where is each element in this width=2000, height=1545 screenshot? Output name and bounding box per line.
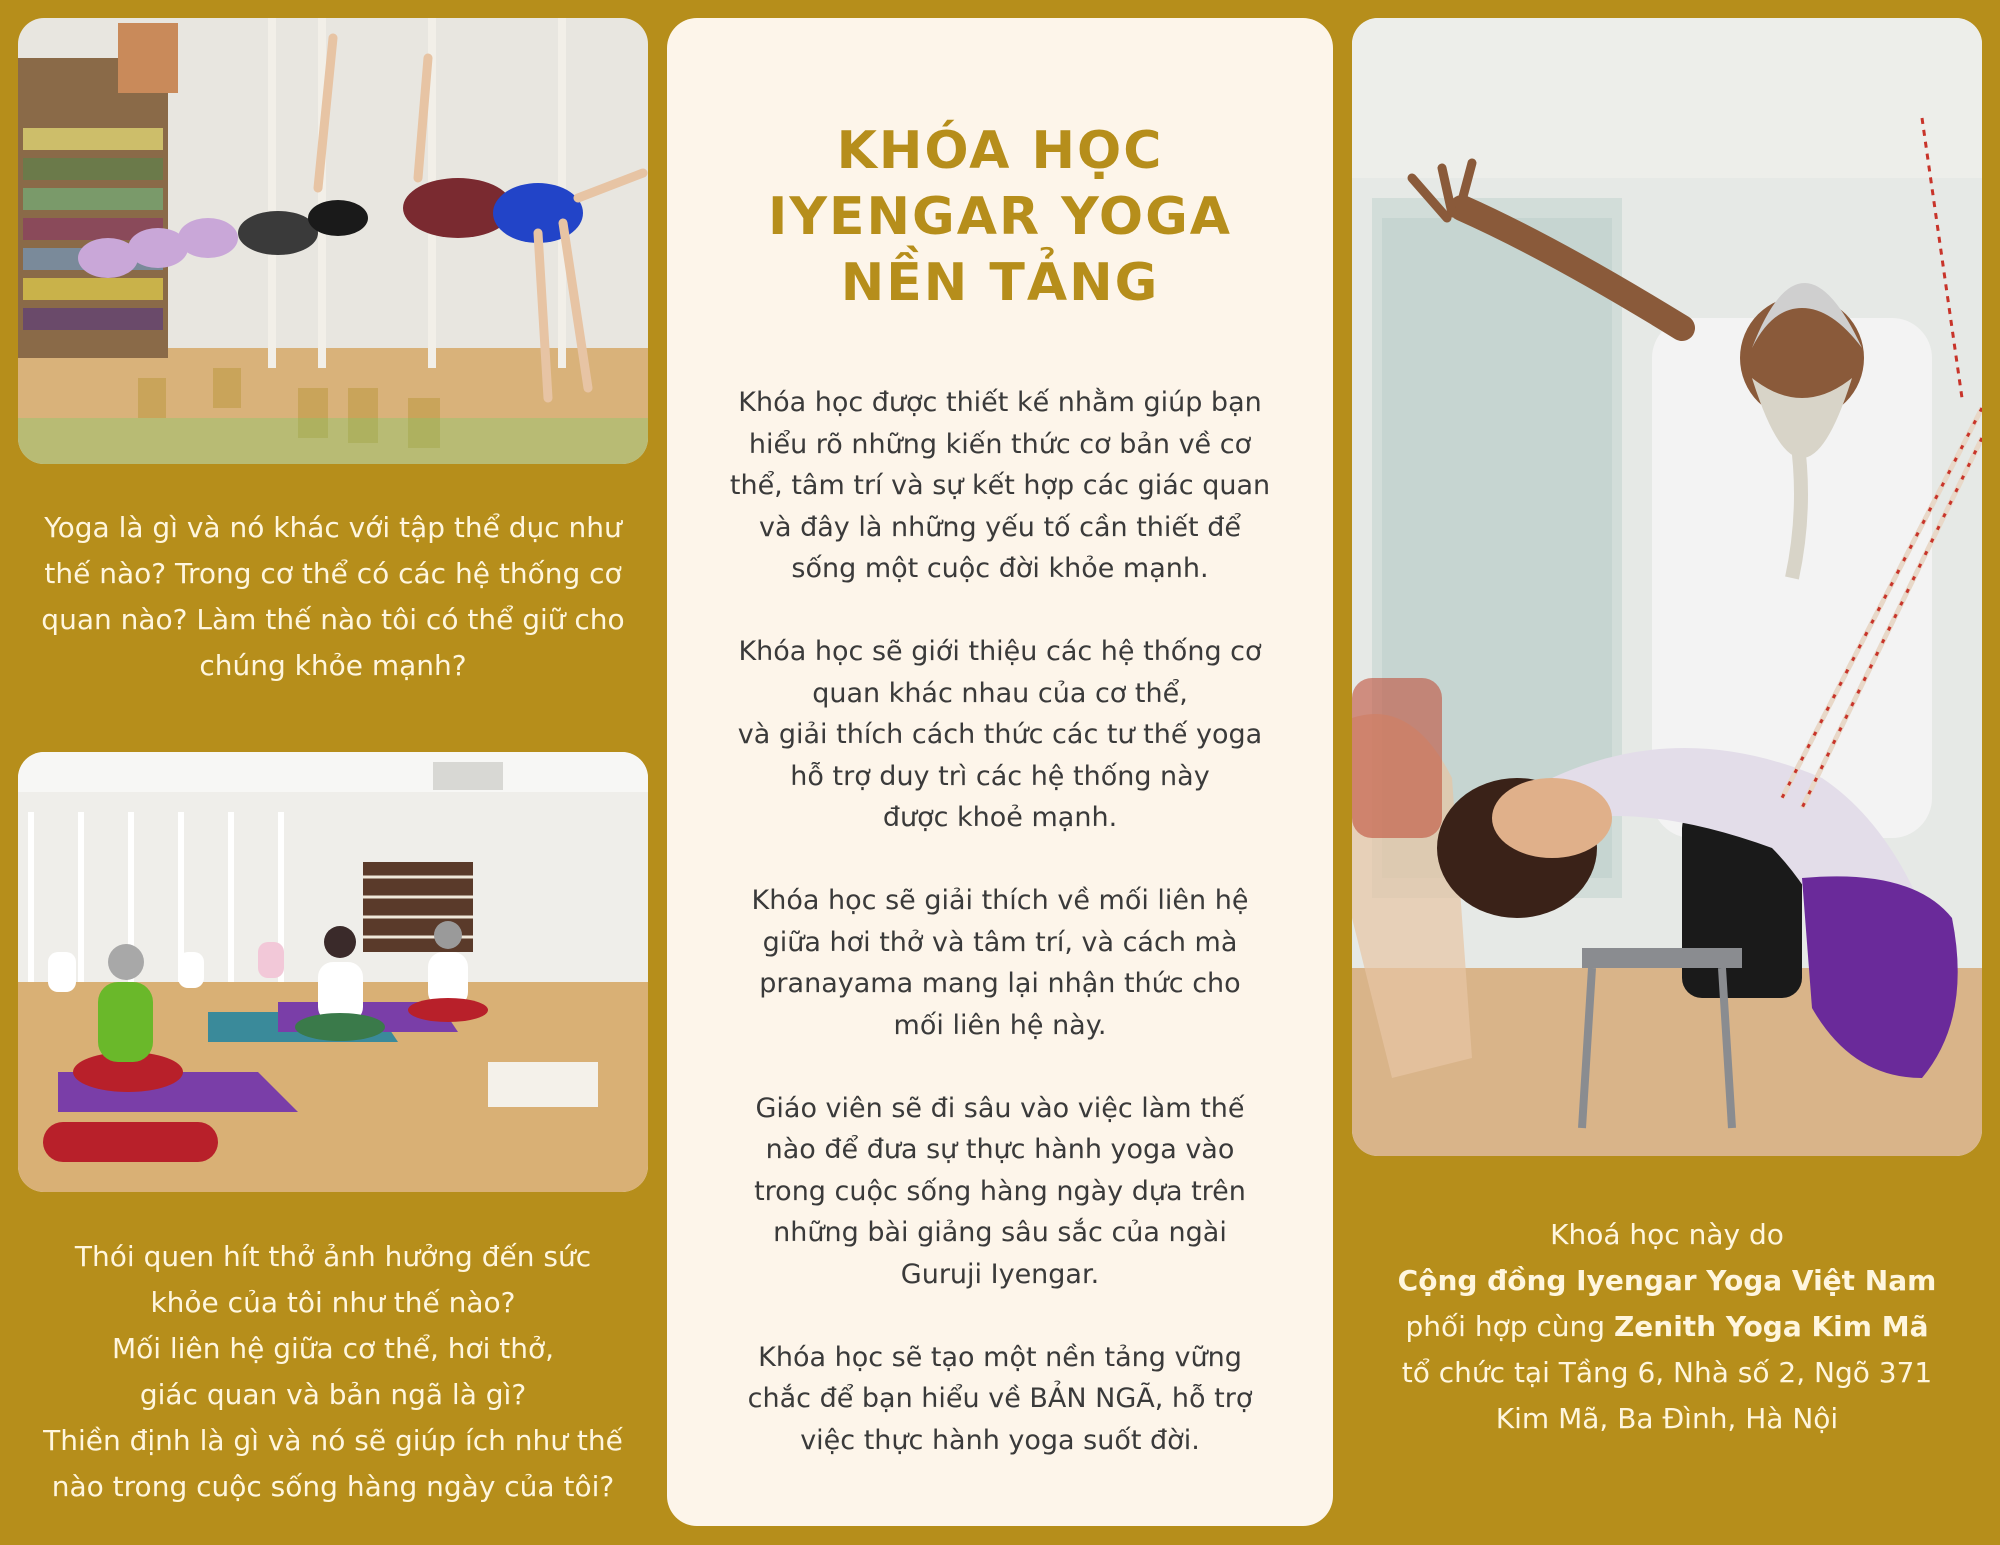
- text-line: và giải thích cách thức các tư thế yoga: [737, 719, 1263, 750]
- text-line: Khóa học được thiết kế nhằm giúp bạn: [738, 387, 1262, 418]
- text-line: Khóa học sẽ giới thiệu các hệ thống cơ: [738, 636, 1262, 667]
- text-line: quan khác nhau của cơ thể,: [812, 677, 1188, 709]
- text-line: khỏe của tôi như thế nào?: [150, 1286, 516, 1319]
- text-line: Mối liên hệ giữa cơ thể, hơi thở,: [111, 1332, 555, 1365]
- text-line: chắc để bạn hiểu về BẢN NGÃ, hỗ trợ: [747, 1383, 1253, 1414]
- paragraph-goal: [667, 382, 1333, 590]
- text-line: nào để đưa sự thực hành yoga vào: [765, 1134, 1235, 1165]
- intro-questions-text: [18, 505, 648, 689]
- photo-meditation-class: [18, 752, 648, 1192]
- text-line: thế nào? Trong cơ thể có các hệ thống cơ: [44, 557, 622, 590]
- text-line: quan nào? Làm thế nào tôi có thể giữ cho: [41, 603, 625, 636]
- text-line: Khóa học sẽ tạo một nền tảng vững: [758, 1341, 1242, 1373]
- title-line: KHÓA HỌC: [836, 121, 1164, 181]
- text-line: và đây là những yếu tố cần thiết để: [759, 511, 1241, 543]
- breathing-questions-text: [18, 1234, 648, 1510]
- photo-teacher-backbend: [1352, 18, 1982, 1156]
- text-line: phối hợp cùng: [1405, 1310, 1614, 1343]
- text-line: giữa hơi thở và tâm trí, và cách mà: [762, 926, 1238, 958]
- text-line: Yoga là gì và nó khác với tập thể dục như: [44, 511, 622, 544]
- paragraph-pranayama: [667, 880, 1333, 1046]
- text-line: Giáo viên sẽ đi sâu vào việc làm thế: [755, 1092, 1245, 1124]
- text-line: chúng khỏe mạnh?: [199, 649, 467, 682]
- organizer-name: Cộng đồng Iyengar Yoga Việt Nam: [1397, 1264, 1937, 1297]
- organizer-info: [1352, 1212, 1982, 1442]
- text-line: Khóa học sẽ giải thích về mối liên hệ: [751, 885, 1249, 916]
- text-line: pranayama mang lại nhận thức cho: [759, 968, 1241, 999]
- text-line: Thiền định là gì và nó sẽ giúp ích như thế: [43, 1424, 623, 1457]
- text-line: Khoá học này do: [1550, 1218, 1784, 1251]
- paragraph-teacher: [667, 1088, 1333, 1296]
- course-body-text: [667, 382, 1333, 1503]
- course-title: [667, 118, 1333, 316]
- paragraph-foundation: [667, 1337, 1333, 1462]
- photo-yoga-class-wall: [18, 18, 648, 464]
- text-line: việc thực hành yoga suốt đời.: [800, 1424, 1200, 1456]
- text-line: trong cuộc sống hàng ngày dựa trên: [754, 1175, 1246, 1207]
- course-description-card: [667, 18, 1333, 1526]
- text-line: giác quan và bản ngã là gì?: [139, 1378, 527, 1411]
- text-line: Guruji Iyengar.: [900, 1258, 1100, 1290]
- address-line: tổ chức tại Tầng 6, Nhà số 2, Ngõ 371: [1401, 1356, 1933, 1389]
- text-line: mối liên hệ này.: [893, 1009, 1107, 1041]
- text-line: nào trong cuộc sống hàng ngày của tôi?: [51, 1470, 615, 1503]
- text-line: được khoẻ mạnh.: [882, 802, 1118, 833]
- paragraph-body-systems: [667, 631, 1333, 839]
- text-line: sống một cuộc đời khỏe mạnh.: [791, 553, 1209, 584]
- text-line: Thói quen hít thở ảnh hưởng đến sức: [74, 1240, 592, 1273]
- address-line: Kim Mã, Ba Đình, Hà Nội: [1495, 1402, 1839, 1435]
- text-line: những bài giảng sâu sắc của ngài: [773, 1217, 1227, 1248]
- partner-name: Zenith Yoga Kim Mã: [1613, 1310, 1929, 1343]
- text-line: hiểu rõ những kiến thức cơ bản về cơ: [748, 428, 1252, 460]
- title-line: NỀN TẢNG: [840, 253, 1160, 313]
- text-line: hỗ trợ duy trì các hệ thống này: [790, 760, 1210, 792]
- text-line: thể, tâm trí và sự kết hợp các giác quan: [729, 470, 1271, 501]
- title-line: IYENGAR YOGA: [767, 187, 1233, 247]
